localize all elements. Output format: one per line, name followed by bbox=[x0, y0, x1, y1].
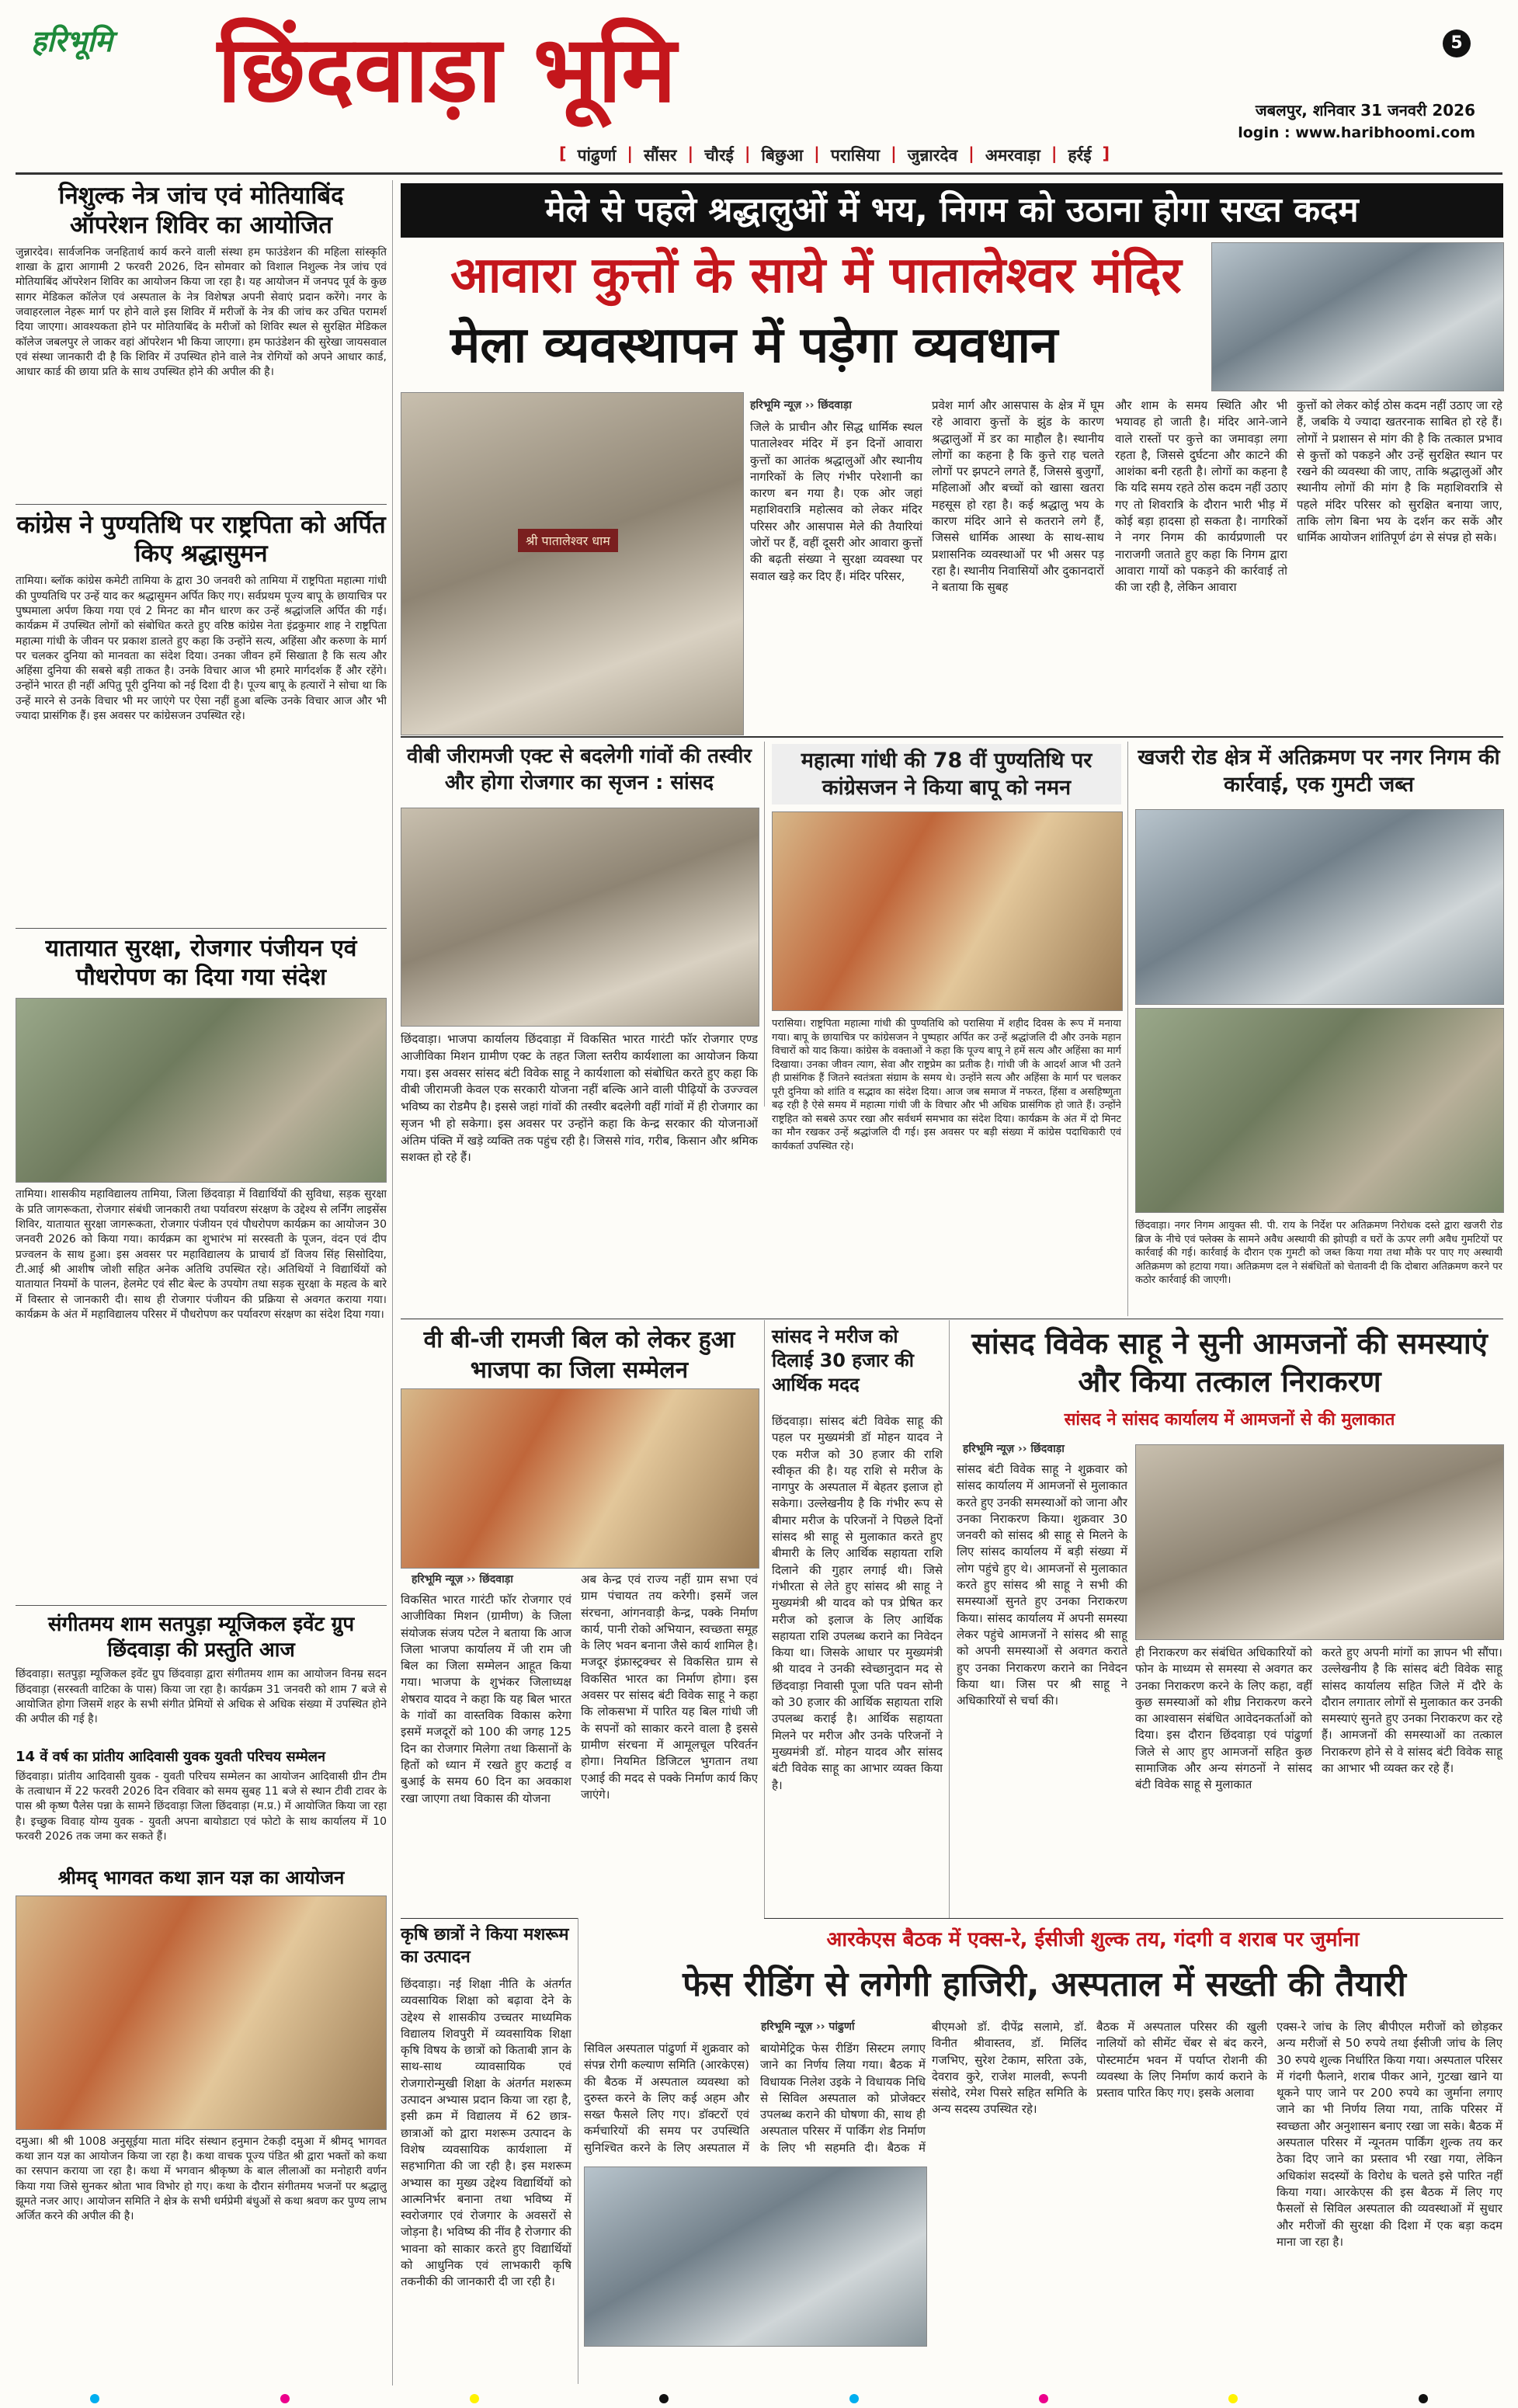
story-sansad-col-3: करते हुए अपनी मांगों का ज्ञापन भी सौंपा। उल्लेखनीय है कि सांसद बंटी विवेक साहू सांसद कार्यालय सहित जिले में दौरे के दौरान लगातार लोगों से मुलाकात कर उनकी समस्याएं सुनते हुए उनका निराकरण कर रहे हैं। आमजनों की समस्याओं का तत्काल निराकरण होने से वे सांसद बंटी विवेक साहू का आभार भी व्यक्त कर रहे हैं। bbox=[1322, 1645, 1502, 1776]
story-parichay-body: छिंदवाड़ा। प्रांतीय आदिवासी युवक - युवती परिचय सम्मेलन का आयोजन आदिवासी ग्रीन टीम के तत्वाधान में 22 फरवरी 2026 दिन रविवार को समय सुबह 11 बजे से स्थान टीवी टावर के पास श्री कृष्ण पैलेस पन्ना के सामने छिंदवाड़ा जिला छिंदवाड़ा (म.प्र.) में आयोजित किया जा रहा है। इच्छुक विवाह योग्य युवक - युवती अपना बायोडाटा एवं फोटो के साथ कार्यालय में 10 फरवरी 2026 तक जमा कर सकते हैं। bbox=[16, 1770, 387, 1843]
story-rks-photo bbox=[584, 2167, 927, 2347]
story-traffic-body: तामिया। शासकीय महाविद्यालय तामिया, जिला छिंदवाड़ा में विद्यार्थियों की सुविधा, सड़क सुरक्षा के प्रति जागरूकता, रोजगार संबंधी जानकारी तथा पर्यावरण संरक्षण के उद्देश्य से लर्निंग लाइसेंस शिविर, यातायात सुरक्षा जागरूकता, रोजगार पंजीयन एवं पौधरोपण कार्यक्रम का आयोजन 30 जनवरी 2026 को किया गया। कार्यक्रम का शुभारंभ मां सरस्वती के पूजन, वंदन एवं दीप प्रज्वलन के साथ हुआ। इस अवसर पर महाविद्यालय के प्राचार्य डॉ विजय सिंह सिसोदिया, टी.आई श्री आशीष जोशी सहित अनेक अतिथि उपस्थित रहे। अतिथियों ने विद्यार्थियों को यातायात नियमों के पालन, हेलमेट एवं सीट बेल्ट के उपयोग तथा सड़क सुरक्षा के महत्व के बारे में विस्तार से जानकारी दी। साथ ही रोजगार पंजीयन की प्रक्रिया से अवगत कराया गया। कार्यक्रम के अंत में महाविद्यालय परिसर में पौधरोपण कर पर्यावरण संरक्षण का संदेश दिया गया। bbox=[16, 1188, 387, 1321]
left-column bbox=[16, 180, 387, 2385]
divider bbox=[16, 928, 387, 929]
story-aid-body: छिंदवाड़ा। सांसद बंटी विवेक साहू की पहल पर मुख्यमंत्री डॉ मोहन यादव ने एक मरीज को 30 हजार की राशि स्वीकृत की है। यह राशि से मरीज के नागपुर के अस्पताल में बेहतर इलाज हो सकेगा। उल्लेखनीय है कि गंभीर रूप से बीमार मरीज के परिजनों ने पिछले दिनों सांसद श्री साहू से मुलाकात करते हुए बीमारी के लिए आर्थिक सहायता राशि दिलाने की गुहार लगाई थी। जिसे गंभीरता से लेते हुए सांसद श्री साहू ने मुख्यमंत्री श्री यादव को पत्र प्रेषित कर मरीज को इलाज के लिए आर्थिक सहायता राशि उपलब्ध कराने का निवेदन किया था। जिसके आधार पर मुख्यमंत्री श्री यादव ने उनकी स्वेच्छानुदान मद से छिंदवाड़ा निवासी पूजा पति पवन सोनी को 30 हजार की आर्थिक सहायता राशि उपलब्ध कराई है। आर्थिक सहायता मिलने पर मरीज और उनके परिजनों ने मुख्यमंत्री डॉ. मोहन यादव और सांसद बंटी विवेक साहू का आभार व्यक्त किया है। bbox=[772, 1414, 943, 1792]
dateline: जबलपुर, शनिवार 31 जनवरी 2026 bbox=[1255, 101, 1475, 120]
story-aid-headline: सांसद ने मरीज को दिलाई 30 हजार की आर्थिक मदद bbox=[772, 1326, 914, 1396]
story-bjp-headline: वी बी-जी रामजी बिल को लेकर हुआ भाजपा का जिला सम्मेलन bbox=[423, 1326, 735, 1384]
story-gandhi-photo bbox=[772, 811, 1123, 1011]
page-title: छिंदवाड़ा भूमि bbox=[217, 16, 676, 123]
story-rks-byline: हरिभूमि न्यूज़ ›› पांढुर्णा bbox=[761, 2021, 855, 2033]
story-music-headline: संगीतमय शाम सतपुड़ा म्यूजिकल इवेंट ग्रुप छिंदवाड़ा की प्रस्तुति आज bbox=[47, 1613, 355, 1662]
temple-sign: श्री पातालेश्वर धाम bbox=[518, 529, 618, 552]
lead-kicker-bar bbox=[401, 183, 1503, 238]
story-mushroom-headline: कृषि छात्रों ने किया मशरूम का उत्पादन bbox=[401, 1925, 569, 1967]
story-rks-col-2: बीएमओ डॉ. दीपेंद्र सलामे, डॉ. विनीत श्रीवास्तव, डॉ. मिलिंद गजभिए, सुरेश टेकाम, सरिता उके, देवराव कुरे, राजेश मालवी, रूपनी संसोदे, रमेश पिसरे सहित समिति के अन्य सदस्य उपस्थित रहे। bbox=[932, 2020, 1087, 2117]
story-music-body: छिंदवाड़ा। सतपुड़ा म्यूजिकल इवेंट ग्रुप छिंदवाड़ा द्वारा संगीतमय शाम का आयोजन विनम्र सदन छिंदवाड़ा (सरस्वती वाटिका के पास) किया जा रहा है। कार्यक्रम 31 जनवरी को शाम 7 बजे से आयोजित होगा जिसमें शहर के सभी संगीत प्रेमियों से अधिक से अधिक संख्या में उपस्थित होने की अपील की गई है। bbox=[16, 1668, 387, 1726]
story-bhagwat-headline: श्रीमद् भागवत कथा ज्ञान यज्ञ का आयोजन bbox=[57, 1866, 345, 1889]
lead-kicker: मेले से पहले श्रद्धालुओं में भय, निगम को उठाना होगा सख्त कदम bbox=[545, 190, 1359, 230]
story-parichay-headline: 14 वें वर्ष का प्रांतीय आदिवासी युवक युवती परिचय सम्मेलन bbox=[16, 1749, 326, 1766]
story-eye-camp-body: जुन्नारदेव। सार्वजनिक जनहितार्थ कार्य करने वाली संस्था हम फाउंडेशन की महिला सांस्कृति शाखा के द्वारा आगामी 2 फरवरी 2026, दिन सोमवार को विशाल निशुल्क नेत्र जांच एवं मोतियाबिंद ऑपरेशन शिविर का आयोजन किया जा रहा है। यह आयोजन में जनपद पूर्व के कुछ सागर मेडिकल कॉलेज एवं अस्पताल के नेत्र विशेषज्ञ अपनी सेवाएं प्रदान करेंगे। नगर के जवाहरलाल नेहरू मार्ग पर होने वाले इस शिविर में मरीजों के नेत्र की जांच कर उचित परामर्श दिया जाएगा। आवश्यकता होने पर मोतियाबिंद के मरीजों को शिविर स्थल से सुरक्षित मेडिकल कॉलेज जबलपुर ले जाकर वहां ऑपरेशन भी किया जाएगा। हम फाउंडेशन की सुरेखा जायसवाल एवं संस्था जानकारी दी है कि शिविर में उपस्थित होने वाले नेत्र रोगियों को अपने आधार कार्ड, आधार कार्ड की छाया प्रति के साथ उपस्थित होने की अपील की है। bbox=[16, 245, 387, 379]
login-url[interactable]: login : www.haribhoomi.com bbox=[1238, 124, 1475, 141]
town-bracket-left: [ bbox=[559, 144, 567, 163]
town-item: सौंसर bbox=[644, 146, 677, 165]
lead-headline-1: आवारा कुत्तों के साये में पातालेश्वर मंदिर bbox=[450, 247, 1182, 304]
town-item: चौरई bbox=[704, 146, 734, 165]
column-separator bbox=[949, 1320, 950, 1918]
page-number: 5 bbox=[1443, 30, 1471, 57]
story-sansad-col-1: सांसद बंटी विवेक साहू ने शुक्रवार को सांसद कार्यालय में आमजनों से मुलाकात करते हुए उनकी समस्याओं को जाना और उनका निराकरण किया। शुक्रवार 30 जनवरी को सांसद श्री साहू से मिलने के लिए सांसद कार्यालय में बड़ी संख्या में लोग पहुंचे हुए थे। आमजनों से मुलाकात करते हुए सांसद श्री साहू ने सभी की समस्याओं सुनते हुए उनका निराकरण किया। सांसद कार्यालय में अपनी समस्या लेकर पहुंचे आमजनों ने सांसद श्री साहू को अपनी समस्याओं से अवगत कराते हुए उनका निराकरण कराने का निवेदन किया था। जिस पर श्री साहू ने अधिकारियों से चर्चा की। bbox=[957, 1462, 1127, 1708]
story-khajri-photo-1 bbox=[1135, 809, 1504, 1005]
reg-dot bbox=[280, 2394, 290, 2403]
story-sansad-photo bbox=[1135, 1444, 1504, 1640]
lead-byline: हरिभूमि न्यूज़ ›› छिंदवाड़ा bbox=[750, 399, 852, 412]
story-khajri-photo-2 bbox=[1135, 1008, 1504, 1213]
divider bbox=[16, 1605, 387, 1606]
reg-dot bbox=[1039, 2394, 1048, 2403]
story-rks-headline: फेस रीडिंग से लगेगी हाजिरी, अस्पताल में सख्ती की तैयारी bbox=[683, 1965, 1406, 2004]
story-vbgramg-headline: वीबी जीरामजी एक्ट से बदलेगी गांवों की तस्वीर और होगा रोजगार का सृजन : सांसद bbox=[406, 745, 752, 794]
masthead bbox=[0, 0, 1518, 165]
story-rks-col-3: बैठक में अस्पताल परिसर की खुली नालियों को सीमेंट चेंबर से बंद करने, पोस्टमार्टम भवन में पर्याप्त रोशनी की व्यवस्था के लिए निर्माण कार्य कराने के प्रस्ताव पारित किए गए। इसके अलावा bbox=[1096, 2020, 1267, 2100]
column-separator bbox=[392, 180, 393, 2385]
town-bracket-right: ] bbox=[1102, 144, 1110, 163]
column-separator bbox=[764, 742, 765, 1107]
story-eye-camp-headline: निशुल्क नेत्र जांच एवं मोतियाबिंद ऑपरेशन शिविर का आयोजित bbox=[58, 182, 344, 239]
column-separator bbox=[1127, 742, 1128, 1316]
story-rks-col-1: सिविल अस्पताल पांढुर्णा में शुक्रवार को संपन्न रोगी कल्याण समिति (आरकेएस) की बैठक में अस्पताल व्यवस्था को दुरुस्त करने के लिए कई अहम और सख्त फैसले लिए गए। डॉक्टरों एवं कर्मचारियों की समय पर उपस्थिति सुनिश्चित करने के लिए अस्पताल में बायोमेट्रिक फेस रीडिंग सिस्टम लगाए जाने का निर्णय लिया गया। बैठक में विधायक निलेश उइके ने विधायक निधि से सिविल अस्पताल को प्रोजेक्टर उपलब्ध कराने की घोषणा की, साथ ही अस्पताल परिसर में पार्किंग शेड निर्माण के लिए भी सहमति दी। बैठक में bbox=[584, 2041, 926, 2155]
reg-dot bbox=[1228, 2394, 1238, 2403]
story-bhagwat-body: दमुआ। श्री श्री 1008 अनुसूईया माता मंदिर संस्थान हनुमान टेकड़ी दमुआ में श्रीमद् भागवत कथा ज्ञान यज्ञ का आयोजन किया जा रहा है। कथा वाचक पूज्य पंडित श्री द्वारा भक्तों को कथा का रसपान कराया जा रहा है। कथा में भगवान श्रीकृष्ण के बाल लीलाओं का मनोहारी वर्णन किया गया जिसे सुनकर श्रोता भाव विभोर हो गए। कथा के दौरान संगीतमय भजनों पर श्रद्धालु झूमते नजर आए। आयोजन समिति ने क्षेत्र के सभी धर्मप्रेमी बंधुओं से कथा श्रवण कर पुण्य लाभ अर्जित करने की अपील की है। bbox=[16, 2135, 387, 2223]
story-congress-body: तामिया। ब्लॉक कांग्रेस कमेटी तामिया के द्वारा 30 जनवरी को तामिया में राष्ट्रपिता महात्मा गांधी की पुण्यतिथि पर उन्हें याद कर श्रद्धासुमन अर्पित किए गए। सर्वप्रथम पूज्य बापू के छायाचित्र पर पुष्पमाला अर्पण किया गया एवं 2 मिनट का मौन धारण कर उन्हें श्रद्धांजलि अर्पित की गई। कार्यक्रम में उपस्थित लोगों को संबोधित करते हुए वरिष्ठ कांग्रेस नेता इंद्रकुमार शाह ने राष्ट्रपिता महात्मा गांधी के जीवन पर प्रकाश डालते हुए कहा कि उन्होंने सत्य, अहिंसा और करुणा के मार्ग पर चलकर दुनिया को मानवता का संदेश दिया। उनका जीवन हमें सिखाता है कि सत्य और अहिंसा दुनिया की सबसे बड़ी ताकत है। उनके विचार आज भी हमारे मार्गदर्शक हैं और रहेंगे। उन्होंने भारत ही नहीं अपितु पूरी दुनिया को नई दिशा दी है। पूज्य बापू के हत्यारों ने सोचा था कि उन्हें मारने से उनके विचार भी मर जाएंगे पर ऐसा नहीं हुआ बल्कि उनके विचार आज और भी ज्यादा प्रासंगिक हैं। इस अवसर पर कांग्रेसजन उपस्थित रहे। bbox=[16, 575, 387, 723]
story-gandhi-headline: महात्मा गांधी की 78 वीं पुण्यतिथि पर कांग्रेसजन ने किया बापू को नमन bbox=[772, 744, 1121, 804]
story-sansad-col-2: ही निराकरण कर संबंधित अधिकारियों को फोन के माध्यम से समस्या से अवगत कर उनका निराकरण करने के लिए कहा, वहीं कुछ समस्याओं को शीघ्र निराकरण करने का आश्वासन संबंधित आवेदनकर्ताओं को दिया। इस दौरान छिंदवाड़ा एवं पांढुर्णा जिले से आए हुए आमजनों सहित कुछ सामाजिक और अन्य संगठनों ने सांसद बंटी विवेक साहू से मुलाकात bbox=[1135, 1645, 1312, 1792]
registration-strip bbox=[0, 2392, 1518, 2406]
story-traffic-photo bbox=[16, 998, 387, 1183]
story-bhagwat-photo bbox=[16, 1895, 387, 2130]
story-khajri-headline: खजरी रोड क्षेत्र में अतिक्रमण पर नगर निगम की कार्रवाई, एक गुमटी जब्त bbox=[1138, 745, 1500, 797]
town-item: जुन्नारदेव bbox=[907, 146, 958, 165]
town-item: पांढुर्णा bbox=[577, 146, 617, 165]
story-traffic-headline: यातायात सुरक्षा, रोजगार पंजीयन एवं पौधरोपण का दिया गया संदेश bbox=[45, 935, 357, 991]
lead-headline-2: मेला व्यवस्थापन में पड़ेगा व्यवधान bbox=[450, 317, 1058, 374]
reg-dot bbox=[90, 2394, 99, 2403]
story-vbgramg-body: छिंदवाड़ा। भाजपा कार्यालय छिंदवाड़ा में विकसित भारत गारंटी फॉर रोजगार एण्ड आजीविका मिशन ग्रामीण एक्ट के तहत जिला स्तरीय कार्यशाला का आयोजन किया गया। इस अवसर सांसद बंटी विवेक साहू ने कार्यशाला को संबोधित करते हुए कहा कि वीबी जीरामजी केवल एक सरकारी योजना नहीं बल्कि आने वाली पीढ़ियों के उज्ज्वल भविष्य का रोडमैप है। इससे जहां गांवों की तस्वीर बदलेगी वहीं गांवों में ही रोजगार का सृजन भी हो सकेगा। इस अवसर पर उन्होंने कहा कि केन्द्र सरकार की योजनाओं अंतिम पंक्ति में खड़े व्यक्ति तक पहुंच रही है। जिससे गांव, गरीब, किसान और श्रमिक सशक्त हो रहे हैं। bbox=[401, 1032, 758, 1165]
town-item: परासिया bbox=[830, 146, 881, 165]
reg-dot bbox=[470, 2394, 479, 2403]
story-sansad-byline: हरिभूमि न्यूज़ ›› छिंदवाड़ा bbox=[963, 1443, 1065, 1455]
reg-dot bbox=[1419, 2394, 1428, 2403]
lead-rule bbox=[401, 736, 1503, 738]
story-congress-headline: कांग्रेस ने पुण्यतिथि पर राष्ट्रपिता को अर्पित किए श्रद्धासुमन bbox=[16, 510, 386, 568]
story-mushroom-body: छिंदवाड़ा। नई शिक्षा नीति के अंतर्गत व्यवसायिक शिक्षा को बढ़ावा देने के उद्देश्य से शासकीय उच्चतर माध्यमिक विद्यालय शिवपुरी में व्यवसायिक शिक्षा कृषि विषय के छात्रों को किताबी ज्ञान के साथ-साथ व्यावसायिक एवं रोजगारोन्मुखी शिक्षा के अंतर्गत मशरूम उत्पादन अभ्यास प्रदान किया जा रहा है, इसी क्रम में विद्यालय में 62 छात्र-छात्राओं को द्वारा मशरूम उत्पादन के विशेष व्यवसायिक कार्यशाला में सहभागिता की जा रही है। इस मशरूम अभ्यास का मुख्य उद्देश्य विद्यार्थियों को आत्मनिर्भर बनाना तथा भविष्य में स्वरोजगार एवं रोजगार के अवसरों से जोड़ना है। भविष्य की नींव है रोजगार की भावना को साकार करते हुए विद्यार्थियों को आधुनिक एवं लाभकारी कृषि तकनीकी की जानकारी दी जा रही है। bbox=[401, 1977, 571, 2289]
lead-col-4: कुत्तों को लेकर कोई ठोस कदम नहीं उठाए जा रहे हैं, जबकि ये ज्यादा खतरनाक साबित हो रहे हैं। लोगों ने प्रशासन से मांग की है कि तत्काल प्रभाव से कुत्तों को पकड़ने और उन्हें सुरक्षित स्थान पर रखने की व्यवस्था की जाए, ताकि श्रद्धालुओं और स्थानीय लोगों की मांग है कि महाशिवरात्रि से पहले मंदिर परिसर को सुरक्षित बनाया जाए, ताकि लोग बिना भय के दर्शन कर सकें और धार्मिक आयोजन शांतिपूर्ण ढंग से संपन्न हो सके। bbox=[1297, 398, 1502, 545]
town-item: हर्रई bbox=[1068, 146, 1092, 165]
lead-col-1: जिले के प्राचीन और सिद्ध धार्मिक स्थल पातालेश्वर मंदिर में इन दिनों आवारा कुत्तों का आतंक श्रद्धालुओं और स्थानीय नागरिकों के लिए गंभीर परेशानी का कारण बन गया है। एक ओर जहां महाशिवरात्रि महोत्सव को लेकर मंदिर परिसर और आसपास मेले की तैयारियां जोरों पर हैं, वहीं दूसरी ओर आवारा कुत्तों की बढ़ती संख्या ने सुरक्षा व्यवस्था पर सवाल खड़े कर दिए हैं। मंदिर परिसर, bbox=[750, 420, 922, 583]
brand-logo: हरिभूमि bbox=[31, 23, 113, 58]
story-gandhi-body: परासिया। राष्ट्रपिता महात्मा गांधी की पुण्यतिथि को परासिया में शहीद दिवस के रूप में मनाया गया। बापू के छायाचित्र पर कांग्रेसजन ने पुष्पहार अर्पित कर उन्हें श्रद्धांजलि दी और उनके महान विचारों को याद किया। कांग्रेस के वक्ताओं ने कहा कि पूज्य बापू ने हमें सत्य और अहिंसा का मार्ग दिखाया। उनका जीवन त्याग, सेवा और राष्ट्रप्रेम का प्रतीक है। गांधी जी के आदर्श आज भी उतने ही प्रासंगिक हैं जितने स्वतंत्रता संग्राम के समय थे। उन्होंने सत्य और अहिंसा के मार्ग पर चलकर पूरी दुनिया को शांति व सद्भाव का संदेश दिया। आज जब समाज में नफरत, हिंसा व असहिष्णुता बढ़ रही है ऐसे समय में महात्मा गांधी जी के विचार और भी अधिक प्रासंगिक हो जाते हैं। उन्होंने राष्ट्रहित को सबसे ऊपर रखा और सर्वधर्म समभाव का संदेश दिया। कार्यक्रम के अंत में दो मिनट का मौन रखकर उन्हें श्रद्धांजलि दी गई। इस अवसर पर बड़ी संख्या में कांग्रेस पदाधिकारी एवं कार्यकर्ता उपस्थित रहे। bbox=[772, 1018, 1121, 1152]
town-strip: [ पांढुर्णा | सौंसर | चौरई | बिछुआ | परासिया | जुन्नारदेव | अमरवाड़ा | हर्रई ] bbox=[559, 144, 1110, 168]
section-rule bbox=[401, 1918, 578, 1919]
story-bjp-col-2: अब केन्द्र एवं राज्य नहीं ग्राम सभा एवं ग्राम पंचायत तय करेगी। इसमें जल संरचना, आंगनवाड़ी केन्द्र, पक्के निर्माण कार्य, पानी रोको अभियान, स्वच्छता समूह के लिए भवन बनाना जैसे कार्य शामिल है। मजदूर इंफ्रास्ट्रक्चर से विकसित ग्राम से विकसित भारत का निर्माण होगा। इस अवसर पर सांसद बंटी विवेक साहू ने कहा कि लोकसभा में पारित यह बिल गांधी जी के सपनों को साकार करने वाला है इससे ग्रामीण संरचना में आमूलचूल परिवर्तन होगा। नियमित डिजिटल भुगतान तथा एआई की मदद से पक्के निर्माण कार्य किए जाएंगे। bbox=[581, 1572, 758, 1802]
story-sansad-headline: सांसद विवेक साहू ने सुनी आमजनों की समस्याएं और किया तत्काल निराकरण bbox=[971, 1326, 1488, 1399]
story-rks-kicker: आरकेएस बैठक में एक्स-रे, ईसीजी शुल्क तय, गंदगी व शराब पर जुर्माना bbox=[826, 1928, 1360, 1951]
town-item: बिछुआ bbox=[761, 146, 804, 165]
reg-dot bbox=[659, 2394, 669, 2403]
town-item: अमरवाड़ा bbox=[985, 146, 1040, 165]
section-rule bbox=[764, 1918, 1503, 1919]
masthead-rule bbox=[16, 172, 1502, 175]
story-bjp-col-1: विकसित भारत गारंटी फॉर रोजगार एवं आजीविका मिशन (ग्रामीण) के जिला संयोजक संजय पटेल ने बताया कि आज जिला भाजपा कार्यालय में जी राम जी बिल का जिला सम्मेलन आहूत किया गया। भाजपा के शुभंकर जिलाध्यक्ष शेषराव यादव ने कहा कि यह बिल भारत के गांवों का वास्तविक विकास करेगा इसमें मजदूरों को 100 की जगह 125 दिन का रोजगार मिलेगा तथा किसानों के हितों को ध्यान में रखते हुए कटाई व बुआई के समय 60 दिन का अवकाश रखा जाएगा तथा विकास की योजना bbox=[401, 1593, 571, 1805]
story-rks-col-4: एक्स-रे जांच के लिए बीपीएल मरीजों को छोड़कर अन्य मरीजों से 50 रुपये तथा ईसीजी जांच के लिए 30 रुपये शुल्क निर्धारित किया गया। अस्पताल परिसर में गंदगी फैलाने, शराब पीकर आने, गुटखा खाने या थूकने पाए जाने पर 200 रुपये का जुर्माना लगाए जाने का भी निर्णय लिया गया, ताकि परिसर में स्वच्छता और अनुशासन बनाए रखा जा सके। बैठक में अस्पताल परिसर में न्यूनतम पार्किंग शुल्क तय कर ठेका दिए जाने का प्रस्ताव भी रखा गया, लेकिन अधिकांश सदस्यों के विरोध के चलते इसे पारित नहीं किया गया। आरकेएस की इस बैठक में लिए गए फैसलों से सिविल अस्पताल की व्यवस्थाओं में सुधार और मरीजों की सुरक्षा की दिशा में एक बड़ा कदम माना जा रहा है। bbox=[1277, 2020, 1502, 2249]
story-bjp-photo bbox=[401, 1388, 759, 1569]
reg-dot bbox=[849, 2394, 859, 2403]
column-separator bbox=[764, 1320, 765, 1918]
story-vbgramg-photo bbox=[401, 808, 759, 1027]
lead-col-3: और शाम के समय स्थिति और भी भयावह हो जाती है। मंदिर आने-जाने वाले रास्तों पर कुत्ते का जमावड़ा लगा रहता है, जिससे दुर्घटना और काटने की आशंका बनी रहती है। लोगों का कहना है कि यदि समय रहते ठोस कदम नहीं उठाए गए तो शिवरात्रि के दौरान भारी भीड़ में कोई बड़ा हादसा हो सकता है। नागरिकों ने नगर निगम की कार्यप्रणाली पर नाराजगी जताते हुए कहा कि निगम द्वारा आवारा गायों को पकड़ने की कार्रवाई तो की जा रही है, लेकिन आवारा bbox=[1115, 398, 1287, 595]
divider bbox=[16, 504, 387, 505]
story-khajri-body: छिंदवाड़ा। नगर निगम आयुक्त सी. पी. राय के निर्देश पर अतिक्रमण निरोधक दस्ते द्वारा खजरी रोड ब्रिज के नीचे एवं फ्लेक्स के सामने अवैध अस्थायी की झोपड़ी व घरों के ऊपर लगी अवैध गुमटियों पर कार्रवाई की गई। कार्रवाई के दौरान एक गुमटी को जब्त किया गया तथा मौके पर पाए गए अस्थायी अतिक्रमण को हटाया गया। अतिक्रमण दल ने संबंधितों को चेतावनी दी कि दोबारा अतिक्रमण करने पर कठोर कार्रवाई की जाएगी। bbox=[1135, 1220, 1502, 1287]
story-bjp-byline: हरिभूमि न्यूज़ ›› छिंदवाड़ा bbox=[412, 1573, 513, 1586]
story-sansad-subhead: सांसद ने सांसद कार्यालय में आमजनों से की मुलाकात bbox=[1064, 1410, 1395, 1430]
lead-dog-photo bbox=[1211, 242, 1504, 391]
lead-col-2: प्रवेश मार्ग और आसपास के क्षेत्र में घूम रहे आवारा कुत्तों के झुंड के कारण श्रद्धालुओं में डर का माहौल है। स्थानीय लोगों का कहना है कि कुत्ते राह चलते लोगों पर झपटने लगते हैं, जिससे बुजुर्गों, महिलाओं और बच्चों को खासा खतरा महसूस हो रहा है। कई श्रद्धालु भय के कारण मंदिर आने से कतराने लगे हैं, जिससे धार्मिक आस्था के साथ-साथ प्रशासनिक व्यवस्थाओं पर भी असर पड़ रहा है। स्थानीय निवासियों और दुकानदारों ने बताया कि सुबह bbox=[932, 398, 1104, 595]
lead-temple-photo bbox=[401, 392, 744, 735]
